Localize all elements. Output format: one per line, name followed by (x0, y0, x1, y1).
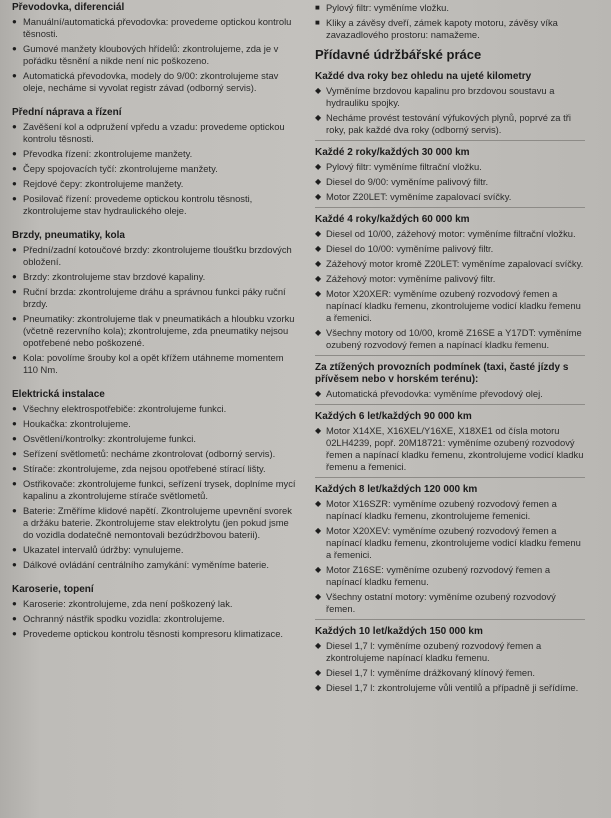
list-item: ● Ukazatel intervalů údržby: vynulujeme. (12, 544, 297, 556)
list-item: ● Ostřikovače: zkontrolujeme funkci, seřízení trysek, doplníme mycí kapalinu a zkontrolujeme stírače světlometů. (12, 478, 297, 502)
section-list (315, 388, 585, 400)
list-item: ● Gumové manžety kloubových hřídelů: zkontrolujeme, zda je v pořádku těsnění a nikde není nic poškozeno. (12, 43, 297, 67)
list-item: ● Baterie: Změříme klidové napětí. Zkontrolujeme upevnění svorek a držáku baterie. Zkontrolujeme stav elektrolytu (jen pokud jsme do vozidla dodatečně nemontovali bezúdržbovou baterii). (12, 505, 297, 541)
section-list (315, 425, 585, 473)
right-top-list (315, 2, 585, 41)
list-item: ● Pneumatiky: zkontrolujeme tlak v pneumatikách a hloubku vzorku (včetně rezervního kola); zkontrolujeme, zda pneumatiky nejsou opotřebené nebo poškozené. (12, 313, 297, 349)
list-item: ◆ Zážehový motor: vyměníme palivový filtr. (315, 273, 585, 285)
list-item: ◆ Motor X20XER: vyměníme ozubený rozvodový řemen a napínací kladku řemenu, zkontrolujeme vodicí kladku řemenu a řemenici. (315, 288, 585, 324)
list-item: ● Přední/zadní kotoučové brzdy: zkontrolujeme tloušťku brzdových obložení. (12, 244, 297, 268)
section-title: Brzdy, pneumatiky, kola (12, 230, 125, 241)
list-item: ● Ruční brzda: zkontrolujeme dráhu a správnou funkci páky ruční brzdy. (12, 286, 297, 310)
right-sections (315, 71, 585, 694)
list-item: ● Osvětlení/kontrolky: zkontrolujeme funkci. (12, 433, 297, 445)
list-item: ◆ Všechny motory od 10/00, kromě Z16SE a Y17DT: vyměníme ozubený rozvodový řemen a napínací kladku řemenu. (315, 327, 585, 351)
spacer (12, 379, 297, 389)
list-item: ● Seřízení světlometů: necháme zkontrolovat (odborný servis). (12, 448, 297, 460)
list-item: ■ Pylový filtr: vyměníme vložku. (315, 2, 585, 14)
list-item: ● Ochranný nástřik spodku vozidla: zkontrolujeme. (12, 613, 297, 625)
section-title: Každých 6 let/každých 90 000 km (315, 411, 472, 422)
list-item: ◆ Motor X20XEV: vyměníme ozubený rozvodový řemen a napínací kladku řemenu, zkontrolujeme vodicí kladku řemenu a řemenici. (315, 525, 585, 561)
divider (315, 619, 585, 620)
divider (315, 477, 585, 478)
section-title: Každé 4 roky/každých 60 000 km (315, 214, 470, 225)
section-list (12, 598, 297, 640)
section-title: Každé dva roky bez ohledu na ujeté kilometry (315, 71, 532, 82)
section-title: Každé 2 roky/každých 30 000 km (315, 147, 470, 158)
list-item: ■ Kliky a závěsy dveří, zámek kapoty motoru, závěsy víka zavazadlového prostoru: namažeme. (315, 17, 585, 41)
left-column (12, 2, 297, 643)
section-title: Každých 10 let/každých 150 000 km (315, 626, 483, 637)
section-list (12, 403, 297, 571)
list-item: ● Převodka řízení: zkontrolujeme manžety. (12, 148, 297, 160)
section-list (315, 228, 585, 351)
divider (315, 404, 585, 405)
list-item: ● Všechny elektrospotřebiče: zkontrolujeme funkci. (12, 403, 297, 415)
section-list (12, 244, 297, 376)
list-item: ● Zavěšení kol a odpružení vpředu a vzadu: provedeme optickou kontrolu těsnosti. (12, 121, 297, 145)
list-item: ● Brzdy: zkontrolujeme stav brzdové kapaliny. (12, 271, 297, 283)
section-title: Elektrická instalace (12, 389, 105, 400)
list-item: ● Kola: povolíme šrouby kol a opět křížem utáhneme momentem 110 Nm. (12, 352, 297, 376)
list-item: ◆ Motor X16SZR: vyměníme ozubený rozvodový řemen a napínací kladku řemenu, zkontrolujeme řemenici. (315, 498, 585, 522)
list-item: ◆ Diesel do 10/00: vyměníme palivový filtr. (315, 243, 585, 255)
list-item: ● Houkačka: zkontrolujeme. (12, 418, 297, 430)
section-list (315, 498, 585, 615)
section-title: Přední náprava a řízení (12, 107, 122, 118)
list-item: ◆ Diesel 1,7 l: vyměníme ozubený rozvodový řemen a zkontrolujeme napínací kladku řemenu. (315, 640, 585, 664)
list-item: ● Stírače: zkontrolujeme, zda nejsou opotřebené stírací lišty. (12, 463, 297, 475)
section-list (315, 85, 585, 136)
list-item: ◆ Pylový filtr: vyměníme filtrační vložku. (315, 161, 585, 173)
list-item: ◆ Motor Z16SE: vyměníme ozubený rozvodový řemen a napínací kladku řemenu. (315, 564, 585, 588)
list-item: ◆ Diesel do 9/00: vyměníme palivový filtr. (315, 176, 585, 188)
list-item: ◆ Diesel od 10/00, zážehový motor: vyměníme filtrační vložku. (315, 228, 585, 240)
section-list (315, 640, 585, 694)
list-item: ● Manuální/automatická převodovka: provedeme optickou kontrolu těsnosti. (12, 16, 297, 40)
list-item: ◆ Necháme provést testování výfukových plynů, poprvé za tři roky, pak každé dva roky (odborný servis). (315, 112, 585, 136)
list-item: ● Karoserie: zkontrolujeme, zda není poškozený lak. (12, 598, 297, 610)
spacer (12, 574, 297, 584)
section-title: Každých 8 let/každých 120 000 km (315, 484, 478, 495)
list-item: ◆ Všechny ostatní motory: vyměníme ozubený rozvodový řemen. (315, 591, 585, 615)
list-item: ◆ Motor Z20LET: vyměníme zapalovací svíčky. (315, 191, 585, 203)
list-item: ◆ Zážehový motor kromě Z20LET: vyměníme zapalovací svíčky. (315, 258, 585, 270)
right-column (315, 2, 585, 697)
list-item: ● Automatická převodovka, modely do 9/00: zkontrolujeme stav oleje, necháme si vyvolat registr závad (odborný servis). (12, 70, 297, 94)
list-item: ◆ Motor X14XE, X16XEL/Y16XE, X18XE1 od čísla motoru 02LH4239, popř. 20M18721: vyměníme ozubený rozvodový řemen a napínací kladku řemenu, zkontrolujeme vodicí kladku řemenu a řemenici. (315, 425, 585, 473)
section-title: Za ztížených provozních podmínek (taxi, časté jízdy s přívěsem nebo v horském terénu): (315, 362, 569, 385)
list-item: ● Rejdové čepy: zkontrolujeme manžety. (12, 178, 297, 190)
list-item: ◆ Diesel 1,7 l: vyměníme drážkovaný klínový řemen. (315, 667, 585, 679)
list-item: ◆ Vyměníme brzdovou kapalinu pro brzdovou soustavu a hydrauliku spojky. (315, 85, 585, 109)
list-item: ● Dálkové ovládání centrálního zamykání: vyměníme baterie. (12, 559, 297, 571)
divider (315, 355, 585, 356)
spacer (12, 220, 297, 230)
section-list (315, 161, 585, 203)
list-item: ● Provedeme optickou kontrolu těsnosti kompresoru klimatizace. (12, 628, 297, 640)
section-title: Karoserie, topení (12, 584, 94, 595)
section-list (12, 121, 297, 217)
list-item: ● Posilovač řízení: provedeme optickou kontrolu těsnosti, zkontrolujeme stav hydraulického oleje. (12, 193, 297, 217)
spacer (12, 97, 297, 107)
section-heading-additional-work: Přídavné údržbářské práce (315, 47, 482, 62)
list-item: ◆ Automatická převodovka: vyměníme převodový olej. (315, 388, 585, 400)
divider (315, 140, 585, 141)
section-title: Převodovka, diferenciál (12, 2, 125, 13)
list-item: ◆ Diesel 1,7 l: zkontrolujeme vůli ventilů a případně ji seřídíme. (315, 682, 585, 694)
list-item: ● Čepy spojovacích tyčí: zkontrolujeme manžety. (12, 163, 297, 175)
section-list (12, 16, 297, 94)
divider (315, 207, 585, 208)
